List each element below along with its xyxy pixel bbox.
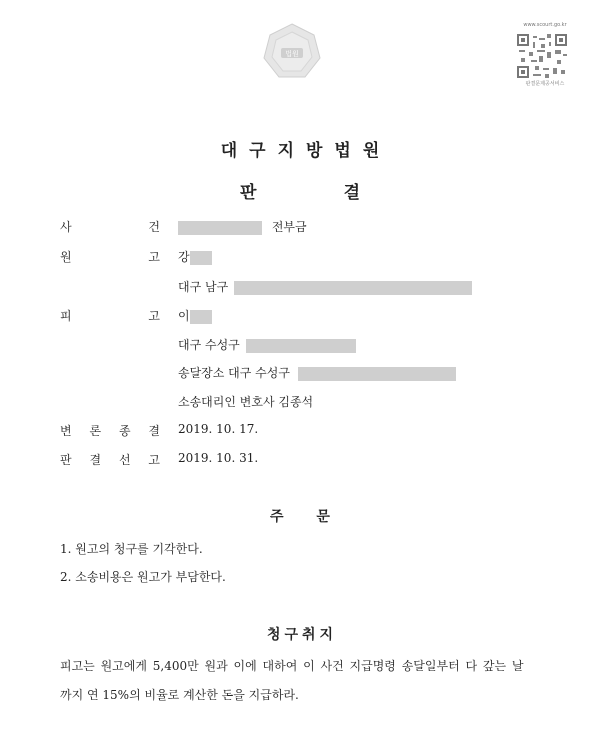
document-type-char-1: 판 [240, 183, 257, 203]
redacted-block [234, 281, 472, 295]
redacted-block [190, 310, 212, 324]
court-name: 대구지방법원 [220, 141, 392, 161]
plaintiff-label: 원 고 [60, 250, 160, 264]
claim-text-line-2: 까지 연 15%의 비율로 계산한 돈을 지급하라. [60, 688, 299, 702]
qr-code-icon [517, 34, 567, 78]
ruling-item-1: 1. 원고의 청구를 기각한다. [60, 542, 203, 556]
closing-date: 2019. 10. 17. [178, 422, 259, 436]
defendant-label: 피 고 [60, 309, 160, 323]
defendant-name-row [178, 307, 212, 324]
document-type-char-2: 결 [343, 183, 360, 203]
service-place: 송달장소 대구 수성구 [178, 366, 290, 380]
ruling-item-2: 2. 소송비용은 원고가 부담한다. [60, 570, 226, 584]
qr-url: www.scourt.go.kr [523, 22, 567, 28]
case-label: 사 건 [60, 220, 160, 234]
claim-text-line-1: 피고는 원고에게 5,400만 원과 이에 대하여 이 사건 지급명령 송달일부터 다 갚는 날 [60, 659, 524, 673]
case-value-row [178, 218, 307, 235]
redacted-block [190, 251, 212, 265]
qr-caption: 판결문제공서비스 [525, 81, 565, 87]
seal-text: 법원 [285, 50, 299, 58]
redacted-block [178, 221, 262, 235]
plaintiff-address: 대구 남구 [178, 280, 229, 294]
defendant-address: 대구 수성구 [178, 338, 240, 352]
service-place-row [178, 364, 456, 381]
claim-title: 청구취지 [266, 627, 338, 643]
plaintiff-name-row [178, 248, 212, 265]
document-type [240, 178, 360, 203]
defendant-address-row [178, 336, 356, 353]
plaintiff-address-row [178, 278, 472, 295]
judgment-date: 2019. 10. 31. [178, 451, 259, 465]
case-value: 전부금 [271, 220, 307, 234]
ruling-title: 주 문 [270, 509, 330, 525]
court-seal-icon [262, 22, 322, 82]
closing-label: 변 론 종 결 [60, 424, 160, 438]
redacted-block [298, 367, 456, 381]
redacted-block [246, 339, 356, 353]
judgment-label: 판 결 선 고 [60, 453, 160, 467]
plaintiff-name: 강 [178, 250, 190, 264]
counsel: 소송대리인 변호사 김종석 [178, 395, 314, 409]
defendant-name: 이 [178, 309, 190, 323]
